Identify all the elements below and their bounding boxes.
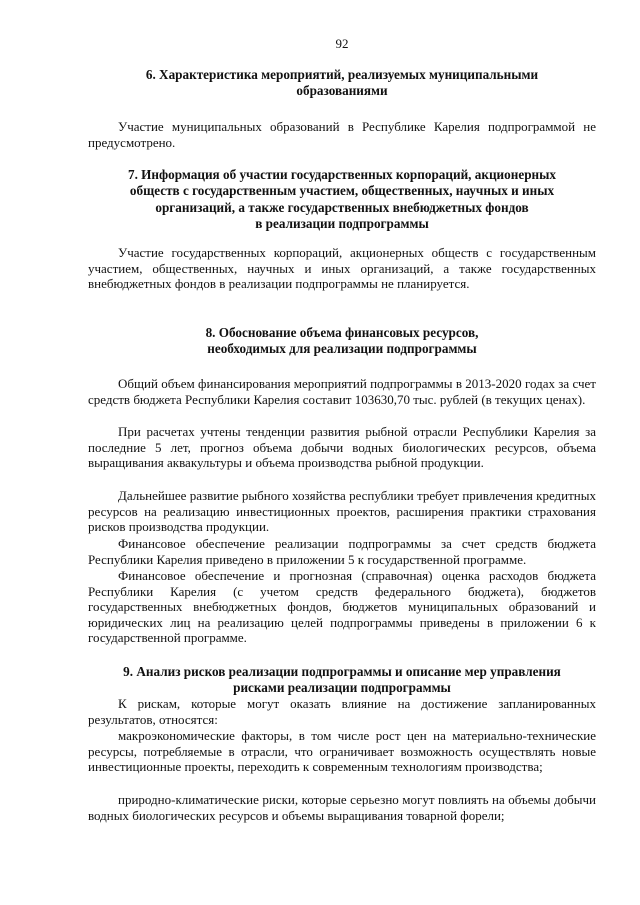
section-8-paragraph-4: Финансовое обеспечение реализации подпрограммы за счет средств бюджета Республики Карелия приведено в приложении 5 к государственной программе.	[88, 536, 596, 567]
heading-line: 9. Анализ рисков реализации подпрограммы и описание мер управления	[123, 664, 561, 679]
section-6-heading	[88, 67, 596, 100]
section-8-paragraph-2: При расчетах учтены тенденции развития рыбной отрасли Республики Карелия за последние 5 лет, прогноз объема добычи водных биологических ресурсов, объема выращивания аквакультуры и объема производства рыбной продукции.	[88, 424, 596, 471]
section-9-paragraph-1: К рискам, которые могут оказать влияние на достижение запланированных результатов, относятся:	[88, 696, 596, 727]
section-9-heading	[88, 664, 596, 697]
heading-line: организаций, а также государственных внебюджетных фондов	[155, 199, 529, 215]
heading-line: 7. Информация об участии государственных корпораций, акционерных	[127, 167, 557, 182]
heading-line: в реализации подпрограммы	[255, 216, 429, 232]
section-8-paragraph-1: Общий объем финансирования мероприятий подпрограммы в 2013-2020 годах за счет средств бюджета Республики Карелия составит 103630,70 тыс. рублей (в текущих ценах).	[88, 376, 596, 407]
section-8-heading	[88, 325, 596, 358]
section-8-paragraph-3: Дальнейшее развитие рыбного хозяйства республики требует привлечения кредитных ресурсов на реализацию инвестиционных проектов, расширения практики страхования рисков производства продукции.	[88, 488, 596, 535]
section-8-paragraph-5: Финансовое обеспечение и прогнозная (справочная) оценка расходов бюджета Республики Карелия (с учетом средств федерального бюджета), бюджетов государственных внебюджетных фондов, бюджетов муниципальных образований и юридических лиц на реализацию целей подпрограммы приведены в приложении 6 к государственной программе.	[88, 568, 596, 646]
section-7-paragraph: Участие государственных корпораций, акционерных обществ с государственным участием, общественных, научных и иных организаций, а также государственных внебюджетных фондов в реализации подпрограммы не планируется.	[88, 245, 596, 292]
heading-line: образованиями	[296, 83, 388, 99]
heading-line: 8. Обоснование объема финансовых ресурсов,	[205, 325, 479, 340]
section-7-heading	[88, 167, 596, 233]
section-9-paragraph-2: макроэкономические факторы, в том числе рост цен на материально-технические ресурсы, потребляемые в отрасли, что ограничивает возможность осуществлять новые инвестиционные проекты, переходить к современным технологиям производства;	[88, 728, 596, 775]
heading-line: обществ с государственным участием, общественных, научных и иных	[129, 183, 555, 199]
heading-line: 6. Характеристика мероприятий, реализуемых муниципальными	[145, 67, 539, 82]
page-number: 92	[335, 36, 349, 51]
section-9-paragraph-3: природно-климатические риски, которые серьезно могут повлиять на объемы добычи водных биологических ресурсов и объемы выращивания товарной форели;	[88, 792, 596, 823]
heading-line: рисками реализации подпрограммы	[233, 680, 451, 696]
section-6-paragraph: Участие муниципальных образований в Республике Карелия подпрограммой не предусмотрено.	[88, 119, 596, 150]
heading-line: необходимых для реализации подпрограммы	[207, 341, 477, 357]
